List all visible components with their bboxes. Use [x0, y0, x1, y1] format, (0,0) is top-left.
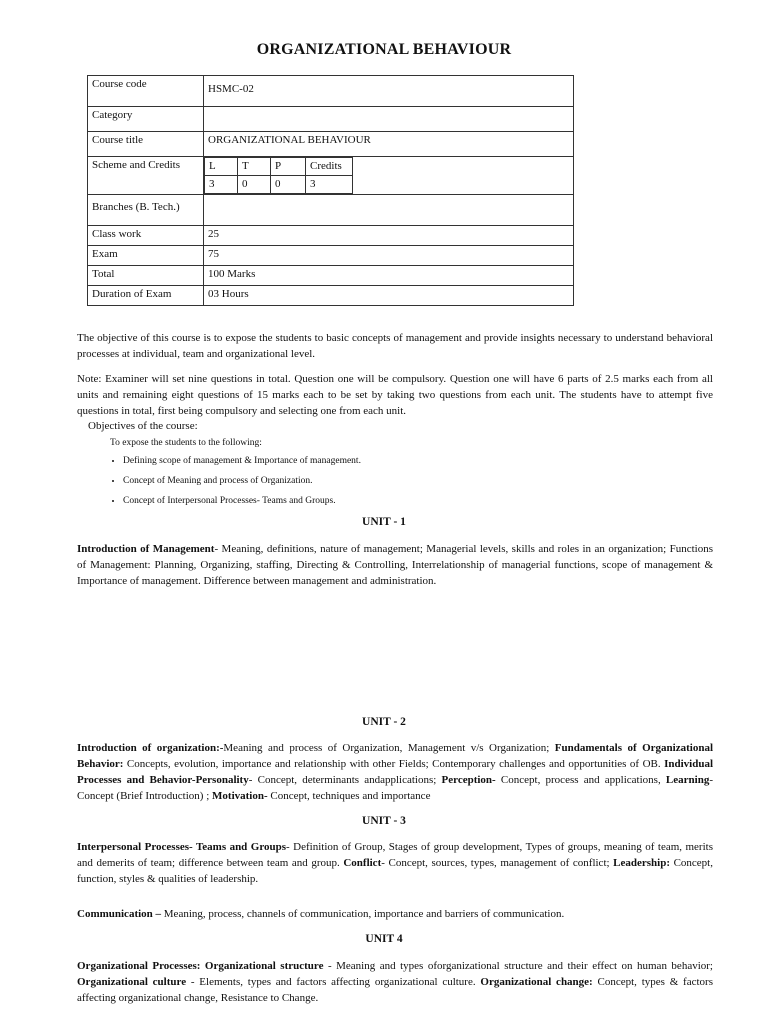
exam-label: Exam [88, 246, 204, 266]
scheme-value-credits: 3 [306, 176, 353, 194]
scheme-header-t: T [238, 158, 271, 176]
branches-label: Branches (B. Tech.) [88, 195, 204, 226]
scheme-value-l: 3 [205, 176, 238, 194]
unit-3-topic: Interpersonal Processes- Teams and Groups [77, 841, 287, 853]
scheme-header-credits: Credits [306, 158, 353, 176]
communication-topic: Communication – [77, 908, 162, 920]
unit-2-topic: Introduction of organization:- [77, 742, 224, 754]
unit-1-text: - Meaning, definitions, nature of management; Managerial levels, skills and roles in an organization; Functions of Management: Planning, Organizing, staffing, Directing & Controlling, Interrelationship of managerial functions, scope of management & Importance of management. Difference between management and administration. [77, 543, 713, 587]
unit-2-topic: Fundamentals of Organizational Behavior: [77, 742, 713, 770]
note-paragraph: Note: Examiner will set nine questions in total. Question one will be compulsory. Question one will have 6 parts of 2.5 marks each from all units and remaining eight questions of 15 marks each to be set by taking two questions from each unit. The students have to attempt five questions in total, first being compulsory and selecting one from each unit. [77, 373, 713, 417]
scheme-value-p: 0 [271, 176, 306, 194]
unit-3-text: Concept, function, styles & qualities of leadership. [77, 857, 713, 885]
duration-value: 03 Hours [204, 286, 574, 306]
unit-2-text: Concepts, evolution, importance and relationship with other Fields; Contemporary challenges and opportunities of OB. [123, 758, 665, 770]
course-code-value: HSMC-02 [204, 76, 574, 107]
total-value: 100 Marks [204, 266, 574, 286]
exam-value: 75 [204, 246, 574, 266]
unit-3-text: - Concept, sources, types, management of conflict; [381, 857, 614, 869]
scheme-header-p: P [271, 158, 306, 176]
duration-label: Duration of Exam [88, 286, 204, 306]
unit-3-topic: Conflict [343, 857, 382, 869]
scheme-cell [204, 157, 574, 195]
category-label: Category [88, 107, 204, 132]
unit-2-topic: Individual Processes and Behavior-Personality [77, 758, 713, 786]
unit-2-text: Concept, techniques and importance [267, 790, 431, 802]
unit-3-text: - Definition of Group, Stages of group development, Types of groups, meaning of team, merits and demerits of team; difference between team and group. [77, 841, 713, 869]
scheme-value-t: 0 [238, 176, 271, 194]
unit-3-topic: Leadership: [613, 857, 670, 869]
unit-4-content [77, 958, 713, 1006]
class-work-label: Class work [88, 226, 204, 246]
unit-2-topic: Learning [665, 774, 710, 786]
unit-4-topic: Organizational culture [77, 976, 187, 988]
category-value [204, 107, 574, 132]
unit-4-text: - Meaning and types oforganizational structure and their effect on human behavior; [323, 960, 713, 972]
objective-paragraph: The objective of this course is to expose the students to basic concepts of management and provide insights necessary to understand behavioral processes at individual, team and organizational level. [77, 332, 713, 360]
objectives-heading: Objectives of the course: [88, 420, 198, 432]
objectives-intro: To expose the students to the following: [110, 438, 262, 448]
unit-2-heading: UNIT - 2 [362, 716, 406, 728]
unit-2-text: - Concept (Brief Introduction) ; [77, 774, 713, 802]
unit-4-topic: Organizational Processes: Organizational structure [77, 960, 324, 972]
unit-4-topic: Organizational change: [480, 976, 593, 988]
unit-4-text: - Elements, types and factors affecting organizational culture. [186, 976, 481, 988]
class-work-value: 25 [204, 226, 574, 246]
unit-1-content [77, 541, 713, 589]
course-title-value: ORGANIZATIONAL BEHAVIOUR [204, 132, 574, 157]
unit-2-topic: Perception- [441, 774, 496, 786]
unit-2-text: - Concept, determinants andapplications; [248, 774, 442, 786]
scheme-table [204, 157, 353, 194]
unit-4-heading: UNIT 4 [365, 933, 403, 945]
unit-2-content [77, 740, 713, 804]
objective-item: • Concept of Meaning and process of Organization. [123, 471, 361, 491]
unit-3-heading: UNIT - 3 [362, 815, 406, 827]
total-label: Total [88, 266, 204, 286]
scheme-label: Scheme and Credits [88, 157, 204, 195]
communication-text: Meaning, process, channels of communication, importance and barriers of communication. [161, 908, 565, 920]
unit-1-heading: UNIT - 1 [362, 516, 406, 528]
unit-2-text: Meaning and process of Organization, Management v/s Organization; [223, 742, 555, 754]
objective-item: • Defining scope of management & Importance of management. [123, 451, 361, 471]
course-code-label: Course code [88, 76, 204, 107]
branches-value [204, 195, 574, 226]
unit-3-content [77, 839, 713, 887]
course-title-label: Course title [88, 132, 204, 157]
course-info-table [87, 75, 574, 306]
unit-2-text: Concept, process and applications, [495, 774, 666, 786]
page-title: ORGANIZATIONAL BEHAVIOUR [256, 41, 512, 58]
unit-1-topic: Introduction of Management [77, 543, 215, 555]
objective-item: • Concept of Interpersonal Processes- Teams and Groups. [123, 491, 361, 511]
scheme-header-l: L [205, 158, 238, 176]
objectives-list [103, 451, 361, 511]
unit-2-topic: Motivation- [212, 790, 268, 802]
communication-paragraph [77, 906, 713, 922]
unit-4-text: Concept, types & factors affecting organizational change, Resistance to Change. [77, 976, 713, 1004]
